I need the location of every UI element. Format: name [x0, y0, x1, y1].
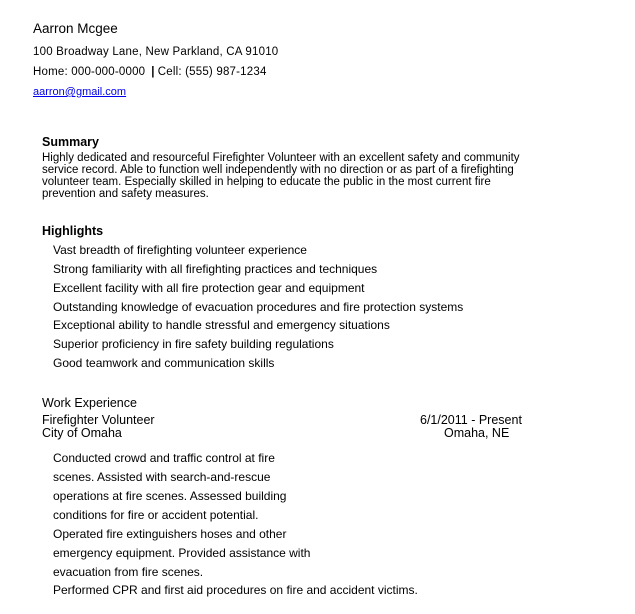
job-duty-line: emergency equipment. Provided assistance with	[53, 546, 311, 560]
job-duty-line: Performed CPR and first aid procedures on fire and accident victims.	[53, 583, 418, 597]
job-duty-line: scenes. Assisted with search-and-rescue	[53, 470, 271, 484]
highlight-item: Exceptional ability to handle stressful and emergency situations	[53, 318, 390, 332]
job-location: Omaha, NE	[444, 426, 510, 440]
phone-line	[33, 66, 267, 78]
job-duty-line: operations at fire scenes. Assessed building	[53, 489, 287, 503]
highlight-item: Superior proficiency in fire safety building regulations	[53, 337, 334, 351]
job-dates: 6/1/2011 - Present	[420, 413, 522, 427]
job-title: Firefighter Volunteer	[42, 413, 155, 427]
phone-separator: |	[151, 66, 155, 78]
work-experience-heading: Work Experience	[42, 396, 137, 410]
highlight-item: Excellent facility with all fire protection gear and equipment	[53, 281, 365, 295]
highlight-item: Vast breadth of firefighting volunteer experience	[53, 243, 307, 257]
highlight-item: Good teamwork and communication skills	[53, 356, 275, 370]
highlights-heading: Highlights	[42, 224, 104, 238]
summary-line: prevention and safety measures.	[42, 188, 209, 200]
summary-paragraph	[42, 152, 562, 200]
job-company: City of Omaha	[42, 426, 122, 440]
address: 100 Broadway Lane, New Parkland, CA 91010	[33, 46, 279, 58]
summary-heading: Summary	[42, 135, 99, 149]
highlight-item: Outstanding knowledge of evacuation procedures and fire protection systems	[53, 300, 464, 314]
job-duty-line: Conducted crowd and traffic control at fire	[53, 451, 275, 465]
email-link[interactable]: aarron@gmail.com	[33, 86, 127, 98]
cell-phone: Cell: (555) 987-1234	[157, 66, 267, 78]
summary-line: Highly dedicated and resourceful Firefighter Volunteer with an excellent safety and community	[42, 152, 520, 164]
job-duty-line: evacuation from fire scenes.	[53, 565, 204, 579]
candidate-name: Aarron Mcgee	[33, 21, 118, 36]
home-phone: Home: 000-000-0000	[33, 66, 146, 78]
summary-line: volunteer team. Especially skilled in helping to educate the public in the most current fire	[42, 176, 491, 188]
job-duty-line: Operated fire extinguishers hoses and other	[53, 527, 287, 541]
summary-line: service record. Able to function well independently with no direction or as part of a firefighting	[42, 164, 514, 176]
job-duty-line: conditions for fire or accident potential.	[53, 508, 259, 522]
highlight-item: Strong familiarity with all firefighting practices and techniques	[53, 262, 378, 276]
